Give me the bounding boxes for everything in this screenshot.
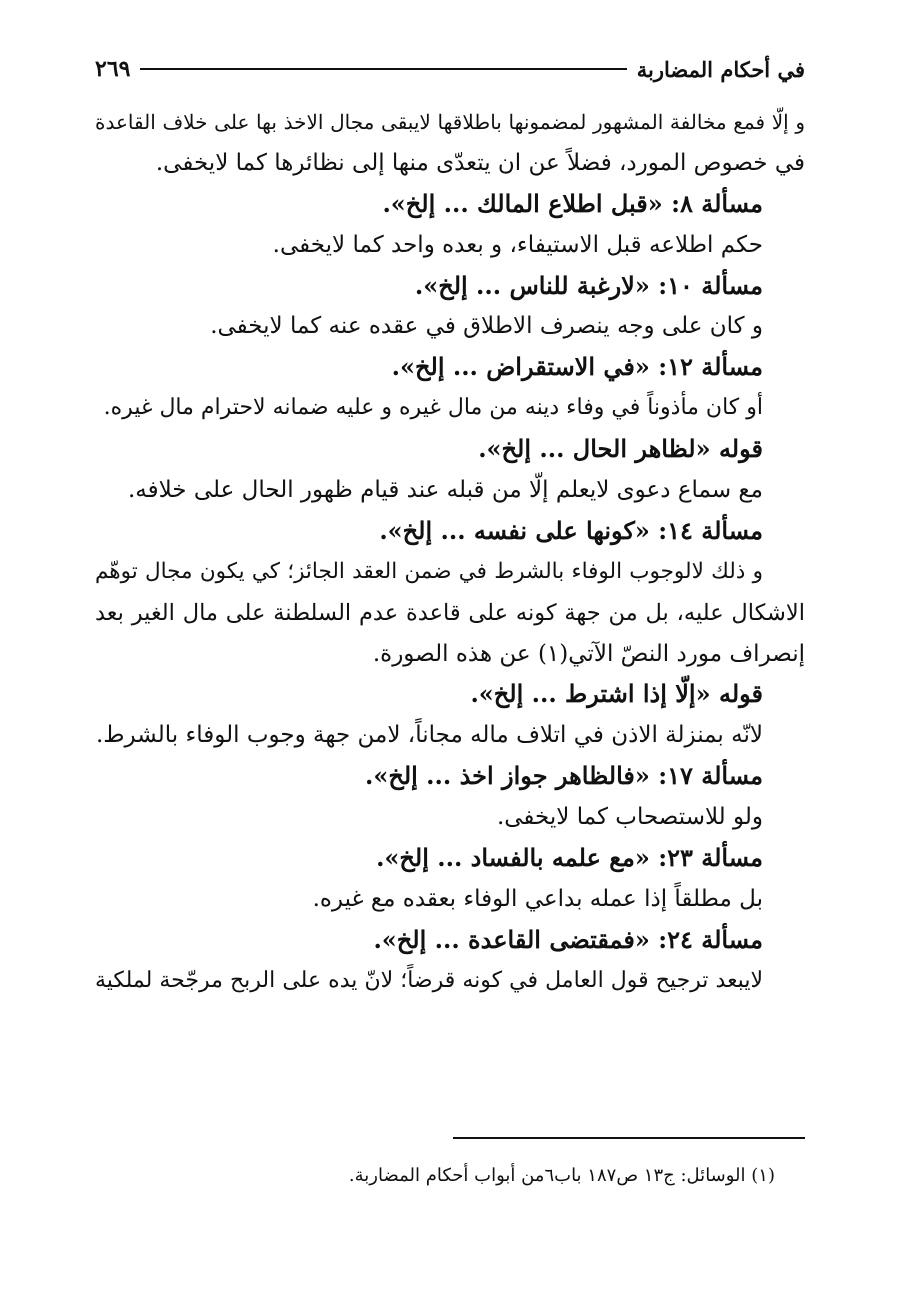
- running-title: في أحكام المضاربة: [636, 56, 805, 82]
- running-header: [95, 52, 805, 86]
- text-line: إنصراف مورد النصّ الآتي(١) عن هذه الصورة.: [372, 640, 805, 667]
- issue-heading: مسألة ٢٤: «فمقتضى القاعدة ... إلخ».: [373, 924, 763, 954]
- text-line: مع سماع دعوى لايعلم إلّا من قبله عند قيام ظهور الحال على خلافه.: [127, 477, 763, 504]
- text-line: أو كان مأذوناً في وفاء دينه من مال غيره و عليه ضمانه لاحترام مال غيره.: [103, 395, 763, 421]
- issue-heading: مسألة ١٤: «كونها على نفسه ... إلخ».: [379, 515, 763, 545]
- issue-heading: مسألة ١٧: «فالظاهر جواز اخذ ... إلخ».: [364, 761, 763, 791]
- footnote-rule: [453, 1137, 805, 1139]
- text-line: ولو للاستصحاب كما لايخفى.: [496, 804, 763, 831]
- text-line: بل مطلقاً إذا عمله بداعي الوفاء بعقده مع غيره.: [312, 885, 763, 912]
- issue-heading: مسألة ١٠: «لارغبة للناس ... إلخ».: [414, 270, 763, 300]
- issue-heading: مسألة ١٢: «في الاستقراض ... إلخ».: [391, 352, 763, 382]
- footnote: (١) الوسائل: ج١٣ ص١٨٧ باب٦من أبواب أحكام المضاربة.: [348, 1165, 775, 1186]
- text-line: و ذلك لالوجوب الوفاء بالشرط في ضمن العقد الجائز؛ كي يكون مجال توهّم: [95, 558, 763, 584]
- issue-heading: مسألة ٨: «قبل اطلاع المالك ... إلخ».: [382, 188, 763, 218]
- text-line: لايبعد ترجيح قول العامل في كونه قرضاً؛ لانّ يده على الربح مرجّحة لملكية: [95, 967, 763, 993]
- text-line: و كان على وجه ينصرف الاطلاق في عقده عنه كما لايخفى.: [210, 313, 763, 340]
- issue-heading: قوله «لظاهر الحال ... إلخ».: [478, 434, 763, 464]
- text-line: و إلّا فمع مخالفة المشهور لمضمونها باطلاقها لايبقى مجال الاخذ بها على خلاف القاعدة: [95, 110, 805, 134]
- page-number: ٢٦٩: [95, 56, 131, 82]
- text-line: لانّه بمنزلة الاذن في اتلاف ماله مجاناً، لامن جهة وجوب الوفاء بالشرط.: [95, 722, 763, 749]
- body-text: [95, 102, 805, 1002]
- text-line: حكم اطلاعه قبل الاستيفاء، و بعده واحد كما لايخفى.: [272, 231, 763, 258]
- header-rule: [140, 68, 626, 70]
- text-line: في خصوص المورد، فضلاً عن ان يتعدّى منها إلى نظائرها كما لايخفى.: [155, 149, 805, 176]
- issue-heading: مسألة ٢٣: «مع علمه بالفساد ... إلخ».: [376, 843, 763, 873]
- text-line: الاشكال عليه، بل من جهة كونه على قاعدة عدم السلطنة على مال الغير بعد: [95, 599, 805, 626]
- issue-heading: قوله «إلّا إذا اشترط ... إلخ».: [470, 679, 763, 709]
